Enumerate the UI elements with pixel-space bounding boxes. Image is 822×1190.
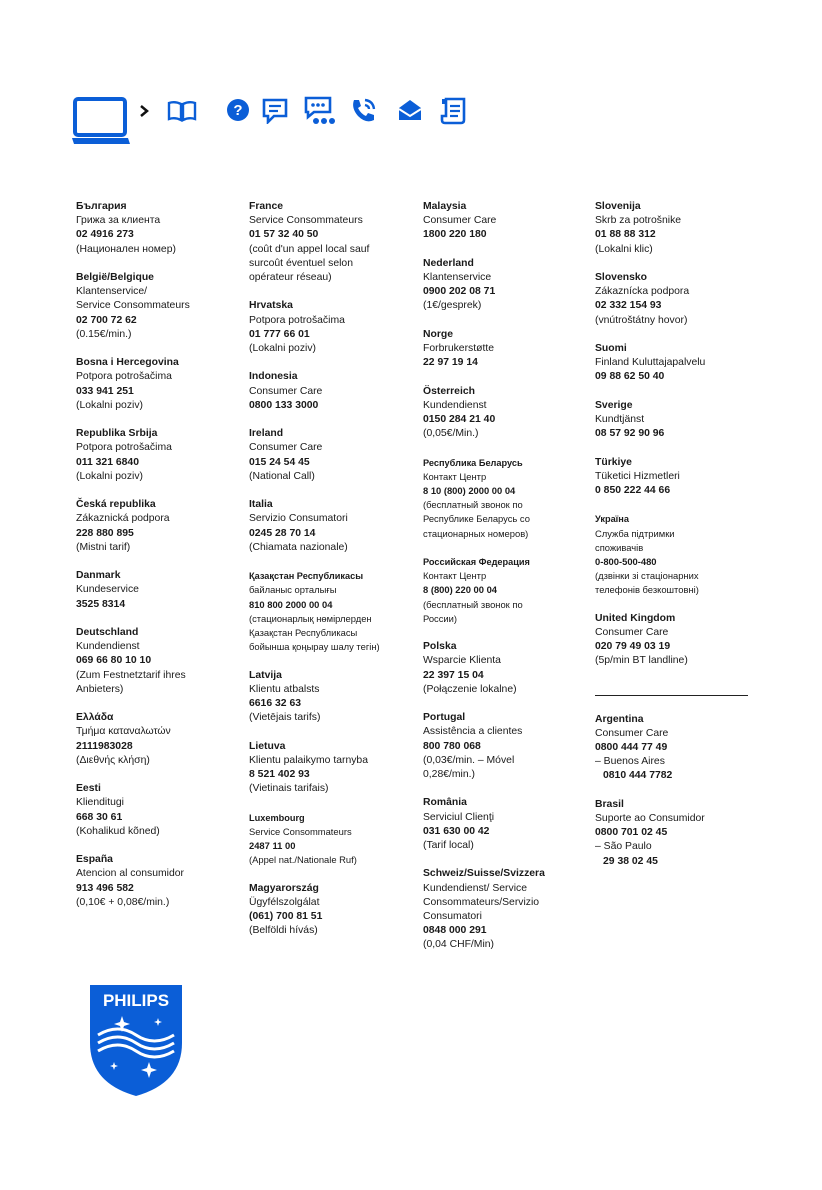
country-name: België/Belgique: [76, 272, 154, 283]
tariff-note: surcoût éventuel selon: [249, 257, 353, 269]
service-name: Wsparcie Klienta: [423, 655, 501, 667]
contact-column-2: [249, 200, 414, 953]
tariff-note: (0,04 CHF/Min): [423, 939, 495, 951]
contact-entry: [595, 798, 760, 869]
phone-number[interactable]: 02 332 154 93: [595, 300, 662, 312]
service-name: Servizio Consumatori: [249, 513, 348, 525]
tariff-note: (стационарлық нөмірлерден: [249, 612, 372, 624]
tariff-note: (National Call): [249, 470, 315, 482]
service-name: Kundendienst: [76, 641, 140, 653]
service-name: Klientu palaikymo tarnyba: [249, 754, 368, 766]
phone-number[interactable]: 3525 8314: [76, 598, 126, 610]
tariff-note: (0,03€/min. – Móvel: [423, 754, 515, 766]
contact-entry: [595, 200, 760, 257]
phone-number[interactable]: (061) 700 81 51: [249, 911, 323, 923]
country-name: Brasil: [595, 798, 624, 810]
tariff-note: Anbieters): [76, 683, 124, 695]
tariff-note: – São Paulo: [595, 841, 652, 853]
country-name: Deutschland: [76, 627, 139, 638]
service-name: Forbrukerstøtte: [423, 343, 495, 354]
service-name: Service Consommateurs: [249, 825, 352, 837]
phone-number[interactable]: 0-800-500-480: [595, 556, 657, 567]
chat-icon: [304, 96, 336, 126]
contact-entry: [423, 555, 588, 626]
service-name: Finland Kuluttajapalvelu: [595, 357, 706, 369]
contact-entry: [423, 328, 588, 371]
service-name: Kundendienst: [423, 399, 487, 411]
service-name: Kundendienst/ Service: [423, 882, 527, 894]
country-name: Österreich: [423, 385, 475, 397]
tariff-note: (0.15€/min.): [76, 328, 132, 340]
service-name: Zákaznická podpora: [76, 513, 170, 525]
book-icon: [167, 100, 197, 122]
contact-entry: [595, 399, 760, 442]
tariff-note: бойынша қоңырау шалу тегін): [249, 641, 380, 653]
contact-entry: [423, 796, 588, 853]
tariff-note: (Chiamata nazionale): [249, 541, 348, 553]
country-name: United Kingdom: [595, 612, 676, 624]
philips-logo: [88, 983, 184, 1098]
contact-entry: [595, 612, 760, 669]
contact-entry: [76, 356, 241, 413]
contact-entry: [423, 640, 588, 697]
tariff-note: 0,28€/min.): [423, 769, 475, 781]
service-name: Consumer Care: [423, 215, 497, 227]
contact-entry: [76, 427, 241, 484]
service-name: Consumer Care: [595, 627, 669, 638]
country-name: Indonesia: [249, 371, 298, 383]
contact-column-1: [76, 200, 241, 924]
phone-number[interactable]: 033 941 251: [76, 385, 134, 397]
country-name: Lietuva: [249, 740, 286, 752]
phone-number[interactable]: 22 97 19 14: [423, 357, 478, 369]
contact-entry: [76, 782, 241, 839]
service-name: Kundeservice: [76, 584, 139, 596]
tariff-note: (1€/gesprek): [423, 300, 482, 312]
tariff-note: (Lokalni poziv): [249, 343, 316, 355]
contact-entry: [249, 370, 414, 413]
support-icon-bar: [72, 92, 492, 152]
country-name: Ireland: [249, 428, 284, 440]
service-name: Atencion al consumidor: [76, 868, 185, 880]
service-name: Consumer Care: [595, 727, 669, 739]
phone-number[interactable]: 2487 11 00: [249, 840, 296, 852]
service-name: Consumatori: [423, 911, 482, 923]
phone-number[interactable]: 0900 202 08 71: [423, 286, 496, 298]
contact-entry: [76, 711, 241, 768]
laptop-icon: [72, 96, 134, 148]
contact-column-3: [423, 200, 588, 967]
service-name: Consommateurs/Servizio: [423, 896, 540, 908]
contact-column-4: [595, 200, 760, 883]
contact-entry: [423, 456, 588, 541]
service-name: Potpora potrošačima: [249, 314, 345, 326]
mail-icon: [397, 98, 423, 122]
tariff-note: Республике Беларусь со: [423, 513, 530, 525]
phone-number[interactable]: 6616 32 63: [249, 698, 302, 710]
phone-number[interactable]: 0800 701 02 45: [595, 827, 668, 839]
tariff-note: России): [423, 612, 458, 624]
tariff-note: (Lokalni klic): [595, 243, 653, 255]
service-name: Τμήμα καταναλωτών: [76, 726, 171, 738]
contact-entry: [249, 299, 414, 356]
contact-entry: [249, 427, 414, 484]
country-name: Sverige: [595, 399, 633, 411]
country-name: Қазақстан Республикасы: [249, 571, 364, 582]
contact-entry: [595, 271, 760, 328]
contact-entry: [249, 200, 414, 285]
service-name: Potpora potrošačima: [76, 442, 172, 454]
country-name: Malaysia: [423, 201, 467, 212]
country-name: Slovensko: [595, 272, 647, 283]
tariff-note: (Национален номер): [76, 243, 176, 255]
tariff-note: стационарных номеров): [423, 527, 529, 539]
service-name: Consumer Care: [249, 442, 323, 454]
contact-entry: [423, 385, 588, 442]
tariff-note: (coût d'un appel local sauf: [249, 243, 370, 255]
tariff-note: (Połączenie lokalne): [423, 683, 517, 695]
logo-wordmark: PHILIPS: [102, 991, 170, 1010]
tariff-note: (Kohalikud kõned): [76, 825, 160, 837]
regional-phone-number[interactable]: 29 38 02 45: [603, 855, 658, 867]
country-name: Российская Федерация: [423, 557, 530, 567]
service-name: Ügyfélszolgálat: [249, 896, 320, 908]
country-name: România: [423, 797, 467, 809]
phone-number[interactable]: 08 57 92 90 96: [595, 428, 665, 440]
service-name: Zákaznícka podpora: [595, 286, 690, 298]
phone-number[interactable]: 2111983028: [76, 740, 133, 752]
country-name: Türkiye: [595, 456, 632, 468]
section-divider: [595, 695, 748, 696]
phone-number[interactable]: 0150 284 21 40: [423, 414, 496, 425]
tariff-note: (Vietējais tarifs): [249, 712, 321, 724]
tariff-note: (vnútroštátny hovor): [595, 314, 688, 326]
phone-number[interactable]: 668 30 61: [76, 811, 123, 823]
service-name: Serviciul Clienţi: [423, 811, 495, 823]
tariff-note: Қазақстан Республикасы: [249, 627, 358, 639]
phone-number[interactable]: 069 66 80 10 10: [76, 655, 152, 667]
phone-number[interactable]: 02 4916 273: [76, 229, 134, 241]
phone-number[interactable]: 0 850 222 44 66: [595, 485, 671, 496]
phone-number[interactable]: 810 800 2000 00 04: [249, 598, 333, 610]
service-name: Kundtjänst: [595, 414, 645, 425]
country-name: Norge: [423, 328, 454, 340]
service-name: Consumer Care: [249, 385, 323, 397]
contact-entry: [76, 498, 241, 555]
country-name: Danmark: [76, 570, 121, 582]
contact-entry: [423, 867, 588, 952]
phone-number[interactable]: 01 88 88 312: [595, 229, 656, 241]
country-name: España: [76, 854, 113, 866]
country-name: Polska: [423, 641, 457, 653]
phone-number[interactable]: 020 79 49 03 19: [595, 641, 671, 653]
country-name: Česká republika: [76, 499, 156, 511]
country-name: Schweiz/Suisse/Svizzera: [423, 868, 545, 880]
service-name: Assistência a clientes: [423, 726, 523, 738]
tariff-note: (Belföldi hívás): [249, 925, 318, 937]
country-name: Luxembourg: [249, 812, 305, 823]
contact-entry: [595, 456, 760, 499]
contact-entry: [76, 200, 241, 257]
country-name: Latvija: [249, 669, 282, 681]
service-name: Служба підтримки: [595, 527, 675, 539]
phone-number[interactable]: 8 521 402 93: [249, 769, 310, 781]
svg-text:?: ?: [233, 102, 243, 119]
service-name: Klientu atbalsts: [249, 683, 320, 695]
service-name: Service Consommateurs: [249, 215, 363, 227]
contact-entry: [249, 498, 414, 555]
tariff-note: (Vietinais tarifais): [249, 783, 329, 795]
contact-entry: [249, 882, 414, 939]
country-name: Республика Беларусь: [423, 457, 523, 468]
tariff-note: (бесплатный звонок по: [423, 598, 523, 610]
contact-entry: [76, 271, 241, 342]
phone-number[interactable]: 01 57 32 40 50: [249, 229, 319, 241]
phone-number[interactable]: 01 777 66 01: [249, 328, 310, 340]
contact-entry: [423, 200, 588, 243]
contact-entry: [249, 569, 414, 654]
tariff-note: opérateur réseau): [249, 272, 332, 284]
country-name: Republika Srbija: [76, 428, 158, 440]
tariff-note: (Tarif local): [423, 840, 474, 852]
contact-entry: [595, 342, 760, 385]
tariff-note: (Zum Festnetztarif ihres: [76, 669, 186, 681]
tariff-note: – Buenos Aires: [595, 756, 665, 768]
phone-number[interactable]: 031 630 00 42: [423, 825, 490, 837]
country-name: Hrvatska: [249, 300, 293, 312]
contact-entry: [595, 713, 760, 784]
country-name: България: [76, 201, 127, 212]
service-name: байланыс орталығы: [249, 584, 337, 596]
contact-entry: [595, 512, 760, 597]
phone-number[interactable]: 011 321 6840: [76, 456, 139, 468]
phone-number[interactable]: 800 780 068: [423, 740, 481, 752]
contact-entry: [76, 626, 241, 697]
country-name: Slovenija: [595, 201, 641, 212]
contact-entry: [423, 711, 588, 782]
country-name: Ελλάδα: [76, 712, 114, 724]
service-name: Грижа за клиента: [76, 215, 161, 227]
regional-phone-number[interactable]: 0810 444 7782: [603, 770, 673, 782]
country-name: France: [249, 201, 284, 212]
country-name: Portugal: [423, 712, 466, 724]
phone-number[interactable]: 0245 28 70 14: [249, 527, 316, 539]
phone-number[interactable]: 0800 444 77 49: [595, 742, 668, 754]
contact-entry: [76, 569, 241, 612]
tariff-note: (Appel nat./Nationale Ruf): [249, 854, 357, 866]
chevron-right-icon: [138, 104, 150, 118]
tariff-note: (Lokalni poziv): [76, 399, 143, 411]
service-name: Контакт Центр: [423, 570, 487, 582]
phone-number[interactable]: 913 496 582: [76, 882, 134, 894]
phone-number[interactable]: 0848 000 291: [423, 925, 487, 937]
service-name: Tüketici Hizmetleri: [595, 470, 680, 482]
phone-number[interactable]: 228 880 895: [76, 527, 134, 539]
tariff-note: (дзвінки зі стаціонарних: [595, 570, 699, 582]
service-name: Suporte ao Consumidor: [595, 813, 705, 825]
service-name: Klantenservice/: [76, 286, 148, 298]
country-name: Suomi: [595, 343, 627, 354]
tariff-note: (0,05€/Min.): [423, 428, 479, 440]
service-name: споживачів: [595, 541, 644, 553]
country-name: Magyarország: [249, 882, 319, 894]
service-name: Skrb za potrošnike: [595, 215, 682, 227]
country-name: Bosna i Hercegovina: [76, 357, 179, 369]
tariff-note: (Διεθνής κλήση): [76, 754, 150, 766]
phone-number[interactable]: 015 24 54 45: [249, 456, 310, 468]
phone-number[interactable]: 8 10 (800) 2000 00 04: [423, 485, 516, 496]
service-name: Контакт Центр: [423, 470, 487, 482]
phone-number[interactable]: 1800 220 180: [423, 229, 487, 241]
tariff-note: (бесплатный звонок по: [423, 499, 523, 511]
country-name: Eesti: [76, 783, 101, 795]
phone-number[interactable]: 22 397 15 04: [423, 669, 484, 681]
phone-number[interactable]: 8 (800) 220 00 04: [423, 584, 498, 596]
tariff-note: (Lokalni poziv): [76, 470, 143, 482]
country-name: Nederland: [423, 257, 474, 269]
help-icon: [226, 98, 250, 122]
contact-entry: [76, 853, 241, 910]
tariff-note: телефонів безкоштовні): [595, 584, 699, 596]
country-name: Україна: [595, 514, 629, 525]
contact-entry: [249, 740, 414, 797]
contact-entry: [249, 811, 414, 868]
phone-number[interactable]: 0800 133 3000: [249, 399, 319, 411]
contact-entry: [249, 669, 414, 726]
country-name: Italia: [249, 499, 273, 511]
comment-icon: [262, 98, 288, 124]
service-name: Klantenservice: [423, 272, 492, 283]
contact-entry: [423, 257, 588, 314]
service-name: Potpora potrošačima: [76, 371, 172, 383]
tariff-note: (0,10€ + 0,08€/min.): [76, 896, 170, 908]
service-name: Service Consommateurs: [76, 300, 190, 312]
tariff-note: (5p/min BT landline): [595, 655, 688, 667]
phone-number[interactable]: 09 88 62 50 40: [595, 371, 665, 383]
phone-icon: [348, 96, 378, 126]
document-icon: [440, 96, 468, 126]
service-name: Klienditugi: [76, 797, 124, 809]
country-name: Argentina: [595, 713, 644, 725]
tariff-note: (Mistni tarif): [76, 541, 131, 553]
phone-number[interactable]: 02 700 72 62: [76, 314, 137, 326]
